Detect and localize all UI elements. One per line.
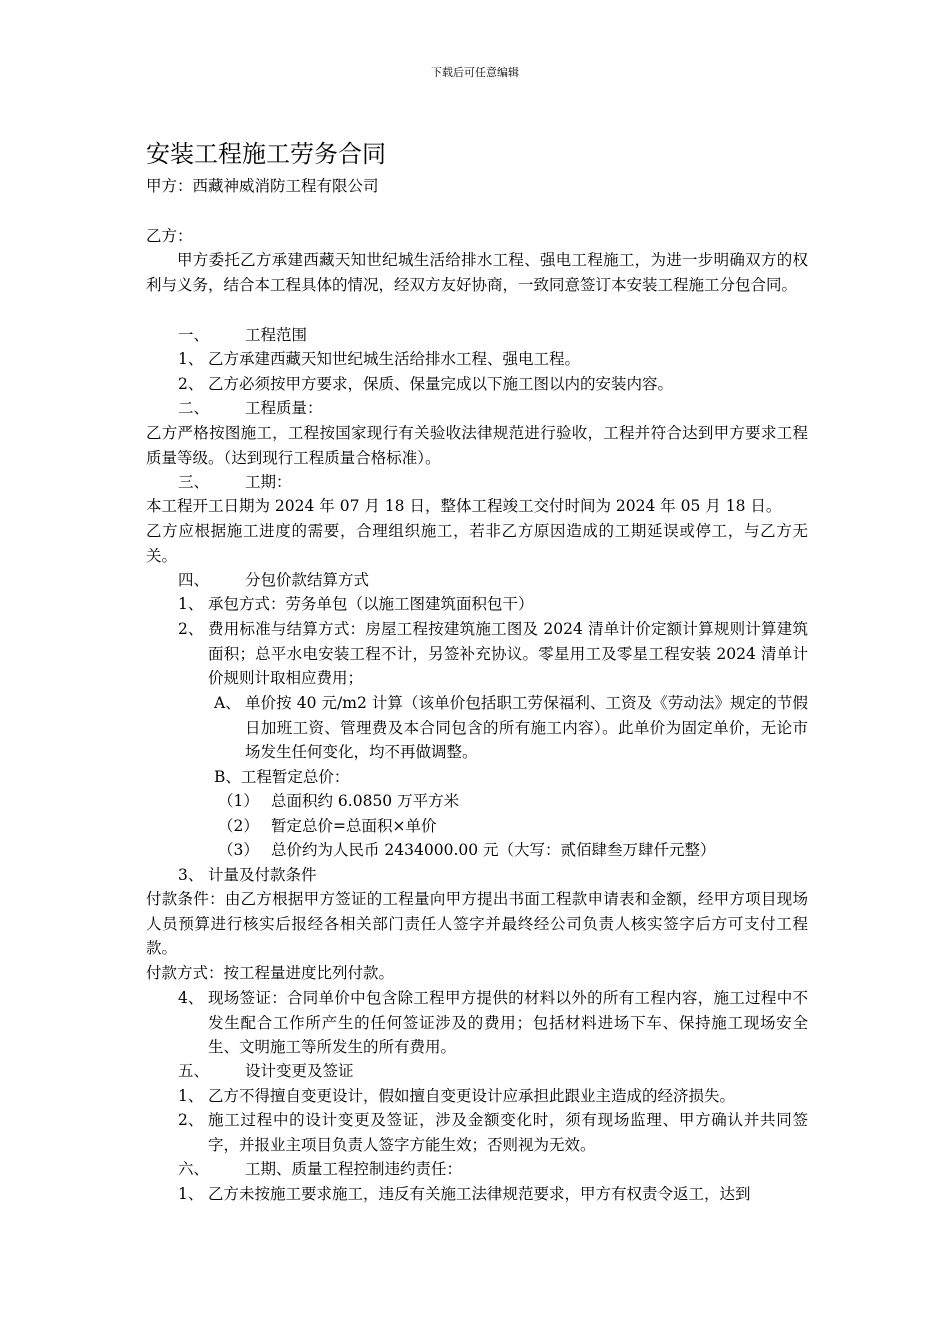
s4-b2-text: 暂定总价=总面积×单价 [271,817,437,835]
s6-item-1-text: 乙方未按施工要求施工，违反有关施工法律规范要求，甲方有权责令返工，达到 [208,1185,751,1203]
document-title: 安装工程施工劳务合同 [146,140,386,168]
s1-item-1-number: 1、 [178,350,204,368]
s4-b2-number: （2） [218,817,259,835]
s4-item-2-number: 2、 [178,620,204,638]
section-3-title: 工期： [245,473,292,491]
s4-item-1-text: 承包方式：劳务单包（以施工图建筑面积包干） [208,595,534,613]
s1-item-2-text: 乙方必须按甲方要求，保质、保量完成以下施工图以内的安装内容。 [208,375,674,393]
section-6-number: 六、 [178,1160,210,1178]
s6-item-1-number: 1、 [178,1185,204,1203]
s5-item-2-number: 2、 [178,1111,204,1129]
s4-payment-conditions: 付款条件：由乙方根据甲方签证的工程量向甲方提出书面工程款申请表和金额，经甲方项目现场人员预算进行核实后报经各相关部门责任人签字并最终经公司负责人核实签字后方可支付工程款。 [146,890,808,957]
s1-item-1-text: 乙方承建西藏天知世纪城生活给排水工程、强电工程。 [208,350,581,368]
section-6-title: 工期、质量工程控制违约责任： [245,1160,463,1178]
s4-a-number: A、 [214,694,241,712]
s5-item-2-text: 施工过程中的设计变更及签证，涉及金额变化时，须有现场监理、甲方确认并共同签字，并报业主项目负责人签字方能生效；否则视为无效。 [208,1111,808,1154]
s4-item-3-text: 计量及付款条件 [208,866,317,884]
section-4-number: 四、 [178,571,210,589]
s3-paragraph-2: 乙方应根据施工进度的需要，合理组织施工，若非乙方原因造成的工期延误或停工，与乙方无关。 [146,522,808,565]
s4-item-4-number: 4、 [178,989,204,1007]
s4-item-2-text: 费用标准与结算方式：房屋工程按建筑施工图及 2024 清单计价定额计算规则计算建筑面积；总平水电安装工程不计，另签补充协议。零星用工及零星工程安装 2024 清单计价规则计取相应费用； [208,620,808,687]
party-b: 乙方： [146,227,193,245]
s5-item-1-text: 乙方不得擅自变更设计，假如擅自变更设计应承担此跟业主造成的经济损失。 [208,1087,736,1105]
section-2-number: 二、 [178,399,210,417]
s3-paragraph-1: 本工程开工日期为 2024 年 07 月 18 日，整体工程竣工交付时间为 2024 年 05 月 18 日。 [146,497,782,515]
section-1-title: 工程范围 [245,326,308,344]
s4-b1-text: 总面积约 6.0850 万平方米 [271,792,460,810]
section-3-number: 三、 [178,473,210,491]
section-5-number: 五、 [178,1062,210,1080]
s5-item-1-number: 1、 [178,1087,204,1105]
party-a: 甲方：西藏神威消防工程有限公司 [146,177,379,195]
s4-b-heading: B、工程暂定总价： [214,768,350,786]
section-2-title: 工程质量： [245,399,323,417]
section-1-number: 一、 [178,326,210,344]
s4-b1-number: （1） [218,792,259,810]
section-4-title: 分包价款结算方式 [245,571,370,589]
s4-payment-method: 付款方式：按工程量进度比列付款。 [146,964,395,982]
s1-item-2-number: 2、 [178,375,204,393]
s4-a-text: 单价按 40 元/m2 计算（该单价包括职工劳保福利、工资及《劳动法》规定的节假日加班工资、管理费及本合同包含的所有施工内容）。此单价为固定单价，无论市场发生任何变化，均不再做调整。 [245,694,808,761]
s4-item-1-number: 1、 [178,595,204,613]
intro-paragraph: 甲方委托乙方承建西藏天知世纪城生活给排水工程、强电工程施工，为进一步明确双方的权利与义务，结合本工程具体的情况，经双方友好协商，一致同意签订本安装工程施工分包合同。 [146,251,808,294]
page-header: 下载后可任意编辑 [431,66,519,79]
s4-b3-number: （3） [218,841,259,859]
s4-item-3-number: 3、 [178,866,204,884]
section-5-title: 设计变更及签证 [245,1062,354,1080]
s4-b3-text: 总价约为人民币 2434000.00 元（大写：贰佰肆叁万肆仟元整） [271,841,716,859]
s2-paragraph: 乙方严格按图施工，工程按国家现行有关验收法律规范进行验收，工程并符合达到甲方要求工程质量等级。（达到现行工程质量合格标准）。 [146,424,808,467]
s4-item-4-text: 现场签证：合同单价中包含除工程甲方提供的材料以外的所有工程内容，施工过程中不发生配合工作所产生的任何签证涉及的费用；包括材料进场下车、保持施工现场安全生、文明施工等所发生的所有费用。 [208,989,808,1056]
